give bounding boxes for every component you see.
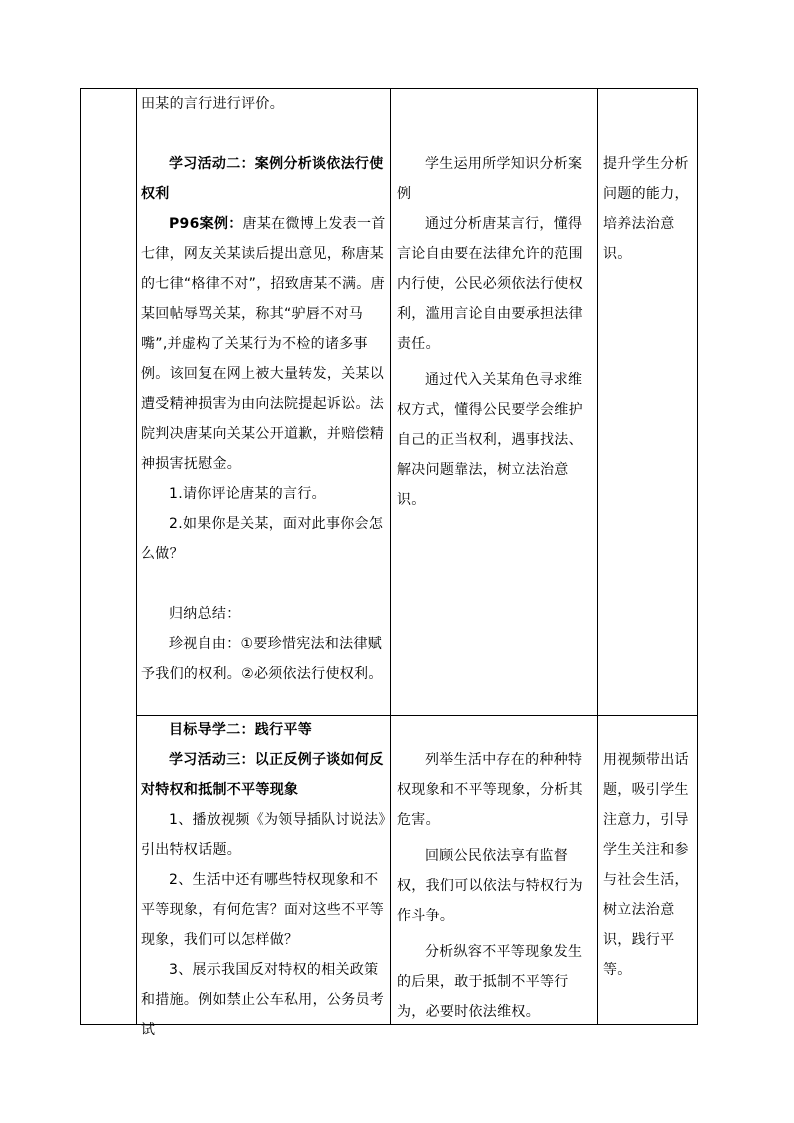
summary-label: 归纳总结：	[169, 606, 241, 622]
row2-student-cell	[397, 745, 592, 1027]
goal-title: 目标导学二：践行平等	[169, 722, 312, 738]
row1-student-cell	[397, 149, 592, 515]
activity3-title: 学习活动三：以正反例子谈如何反对特权和抵制不平等现象	[141, 752, 384, 798]
case-paragraph	[141, 209, 386, 479]
summary-text: 珍视自由：①要珍惜宪法和法律赋予我们的权利。②必须依法行使权利。	[141, 636, 383, 682]
column-divider	[597, 89, 598, 1024]
column-divider	[390, 89, 391, 1024]
student-activity-4: 列举生活中存在的种种特权现象和不平等现象，分析其危害。	[397, 752, 583, 828]
continued-text: 田某的言行进行评价。	[141, 96, 284, 112]
question-2: 2.如果你是关某，面对此事你会怎么做？	[141, 516, 384, 562]
row1-intent-cell	[603, 149, 695, 269]
case-text: 唐某在微博上发表一首七律，网友关某读后提出意见，称唐某的七律“格律不对”，招致唐某不满。唐某回帖辱骂关某，称其“驴唇不对马嘴”,并虚构了关某行为不检的诸多事例。该回复在网上被大量转发，关某以遭受精神损害为由向法院提起诉讼。法院判决唐某向关某公开道歉，并赔偿精神损害抚慰金。	[141, 216, 386, 472]
question-1: 1.请你评论唐某的言行。	[169, 486, 326, 502]
case-label: P96案例：	[169, 216, 243, 232]
lesson-plan-table	[80, 88, 698, 1038]
design-intent: 提升学生分析问题的能力，培养法治意识。	[603, 156, 689, 262]
row2-content-cell	[141, 715, 386, 1045]
student-activity-6: 分析纵容不平等现象发生的后果，敢于抵制不平等行为，必要时依法维权。	[397, 944, 583, 1020]
student-activity-5: 回顾公民依法享有监督权，我们可以依法与特权行为作斗争。	[397, 848, 583, 924]
activity-item-3: 3、展示我国反对特权的相关政策和措施。例如禁止公车私用，公务员考试	[141, 962, 385, 1038]
activity-item-1: 1、播放视频《为领导插队讨说法》引出特权话题。	[141, 812, 386, 858]
row2-intent-cell	[603, 745, 695, 985]
student-activity-3: 通过代入关某角色寻求维权方式，懂得公民要学会维护自己的正当权利，遇事找法、解决问题靠法，树立法治意识。	[397, 372, 583, 508]
column-divider	[136, 89, 137, 1024]
student-activity-2: 通过分析唐某言行，懂得言论自由要在法律允许的范围内行使，公民必须依法行使权利，滥用言论自由要承担法律责任。	[397, 216, 583, 352]
activity2-title: 学习活动二：案例分析谈依法行使权利	[141, 156, 384, 202]
design-intent-2: 用视频带出话题，吸引学生注意力，引导学生关注和参与社会生活，树立法治意识，践行平等。	[603, 752, 689, 978]
student-activity-1: 学生运用所学知识分析案例	[397, 156, 583, 202]
activity-item-2: 2、生活中还有哪些特权现象和不平等现象，有何危害？面对这些不平等现象，我们可以怎样做？	[141, 872, 385, 948]
row1-content-cell	[141, 89, 386, 689]
